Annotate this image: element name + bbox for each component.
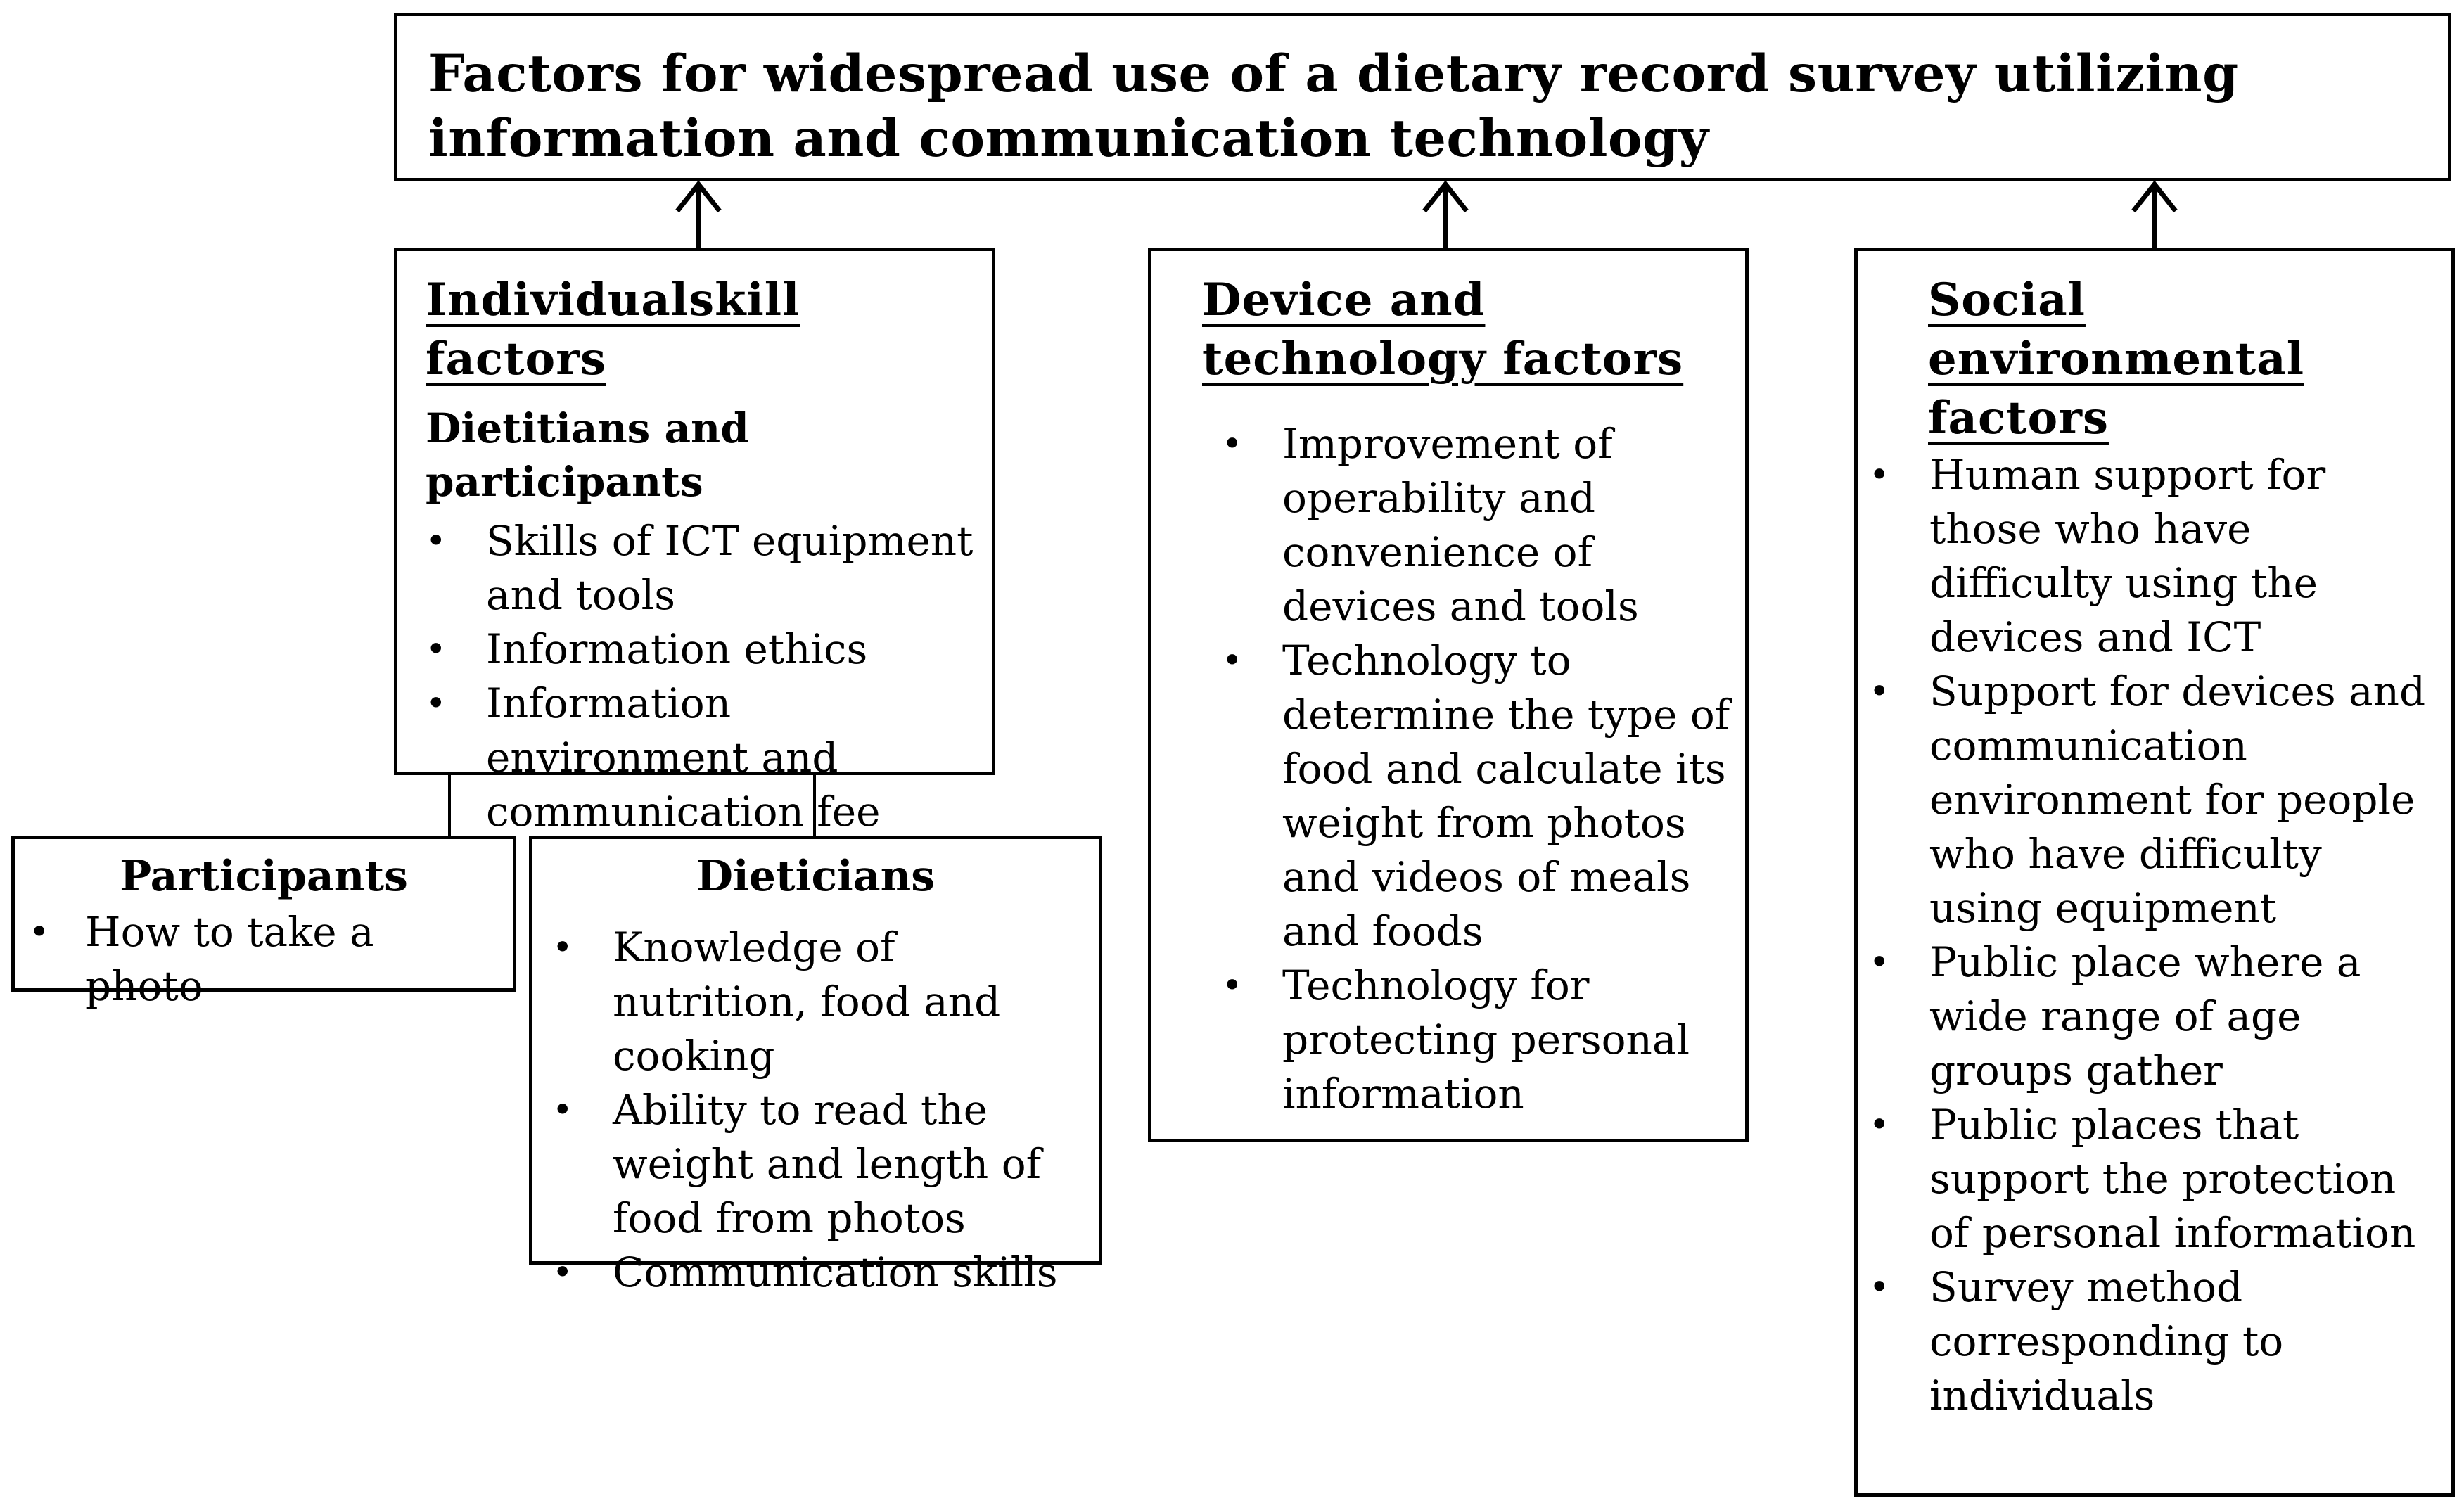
device-technology-factors-box [1148, 248, 1749, 1142]
individual-factors-list [426, 514, 978, 839]
list-item: • Technology for protecting personal information [1222, 959, 1731, 1121]
list-item: • Knowledge of nutrition, food and cooking [552, 921, 1085, 1083]
list-item: • Ability to read the weight and length of food from photos [552, 1083, 1085, 1246]
list-item: • Skills of ICT equipment and tools [426, 514, 978, 622]
list-item: • Public places that support the protection of personal information [1869, 1098, 2440, 1260]
social-factors-list [1869, 448, 2440, 1423]
participants-box [11, 836, 516, 1010]
list-item: • How to take a photo [29, 905, 499, 1014]
list-item: • Information environment and communication fee [426, 677, 978, 839]
arrow-individual-to-goal [677, 184, 720, 248]
dieticians-list [552, 921, 1085, 1300]
social-environmental-factors-box [1854, 248, 2455, 1497]
individual-factors-title: Individualskill factors [426, 274, 800, 385]
list-item: • Communication skills [552, 1246, 1085, 1300]
list-item: • Survey method corresponding to individuals [1869, 1260, 2440, 1423]
arrow-device-to-goal [1424, 184, 1467, 248]
individual-skill-factors-box [394, 248, 995, 836]
list-item: • Human support for those who have difficulty using the devices and ICT [1869, 448, 2440, 665]
participants-title: Participants [120, 852, 408, 901]
list-item: • Improvement of operability and convenience of devices and tools [1222, 417, 1731, 634]
device-factors-list [1222, 417, 1731, 1121]
dieticians-box [529, 836, 1102, 1296]
device-factors-title: Device and technology factors [1202, 274, 1684, 385]
goal-box [394, 13, 2451, 181]
list-item: • Technology to determine the type of food and calculate its weight from photos and videos of meals and foods [1222, 634, 1731, 959]
list-item: • Public place where a wide range of age groups gather [1869, 935, 2440, 1098]
list-item: • Support for devices and communication environment for people who have difficulty using equipment [1869, 665, 2440, 935]
goal-title: Factors for widespread use of a dietary record survey utilizing information and communication technology [428, 44, 2239, 169]
dieticians-title: Dieticians [696, 852, 936, 901]
participants-list [29, 905, 499, 1014]
list-item: • Information ethics [426, 622, 978, 677]
individual-subheading: Dietitians and participants [426, 404, 749, 506]
social-factors-title: Social environmental factors [1928, 274, 2304, 445]
arrow-social-to-goal [2133, 184, 2176, 248]
